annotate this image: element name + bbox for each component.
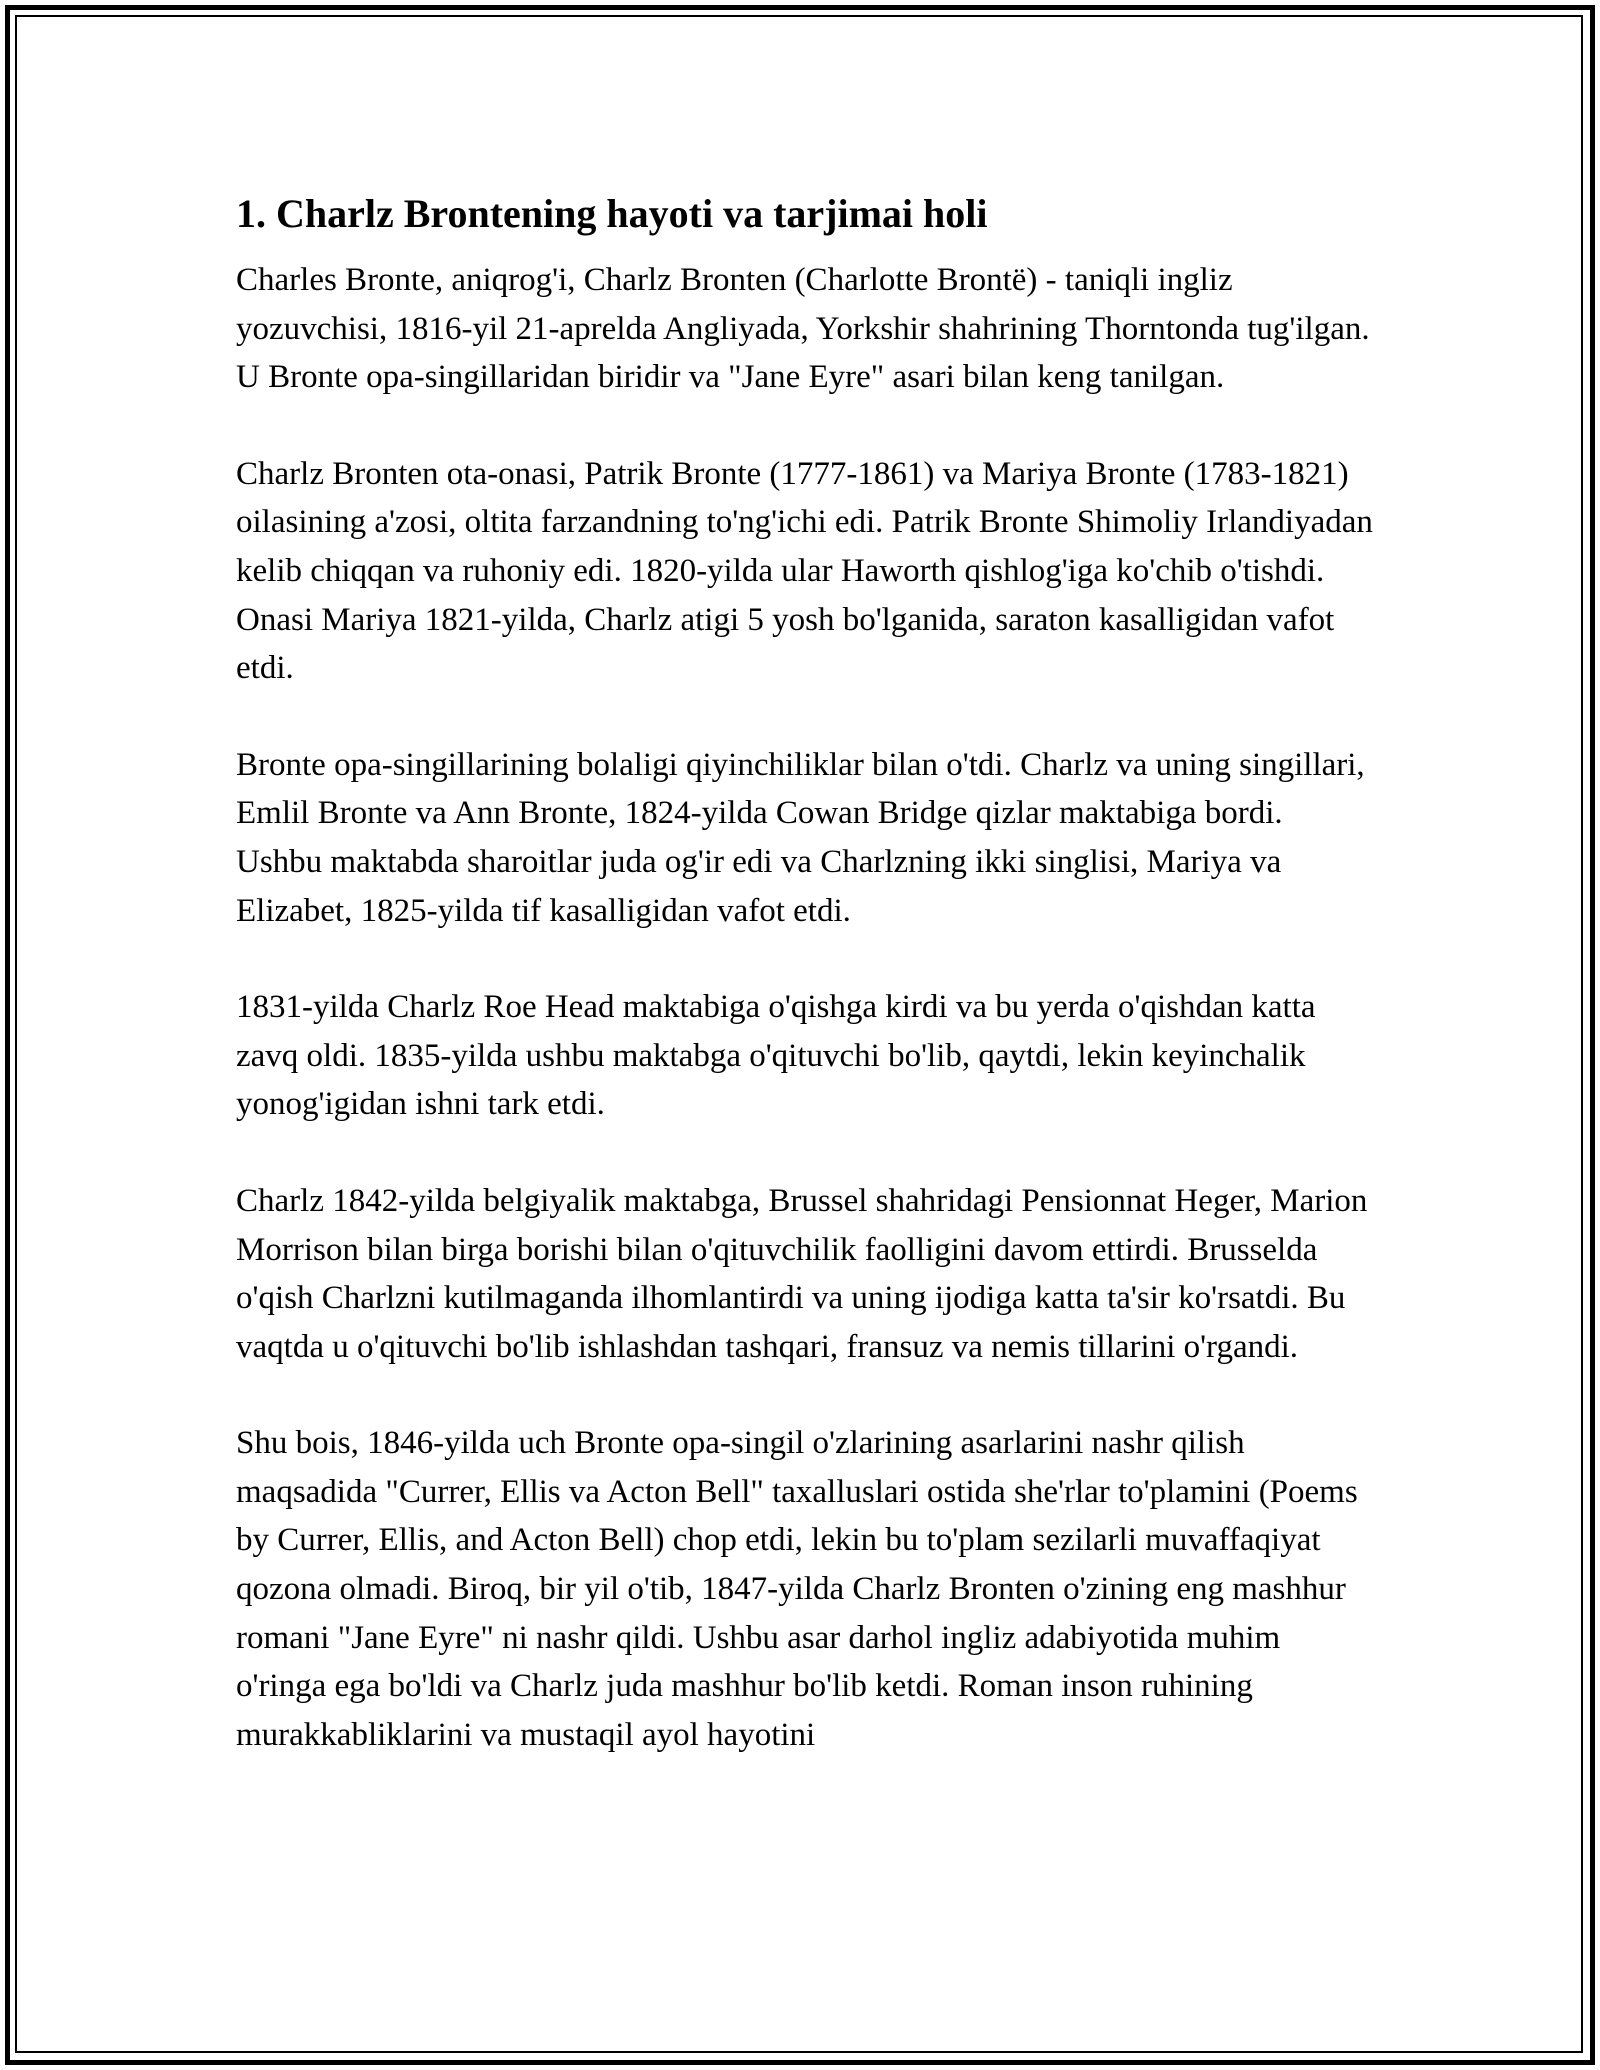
paragraph-publication: Shu bois, 1846-yilda uch Bronte opa-singil o'zlarining asarlarini nashr qilish maqsadida "Currer, Ellis va Acton Bell" taxalluslari ostida she'rlar to'plamini (Poems by Currer, Ellis, and Acton Bell) chop etdi, lekin bu to'plam sezilarli muvaffaqiyat qozona olmadi. Biroq, bir yil o'tib, 1847-yilda Charlz Bronten o'zining eng mashhur romani "Jane Eyre" ni nashr qildi. Ushbu asar darhol ingliz adabiyotida muhim o'ringa ega bo'ldi va Charlz juda mashhur bo'lib ketdi. Roman inson ruhining murakkabliklarini va mustaqil ayol hayotini [236, 1425, 1358, 1753]
section-heading: 1. Charlz Brontening hayoti va tarjimai holi [236, 191, 988, 236]
paragraph-intro: Charles Bronte, aniqrog'i, Charlz Bronten (Charlotte Brontë) - taniqli ingliz yozuvchisi, 1816-yil 21-aprelda Angliyada, Yorkshir shahrining Thorntonda tug'ilgan. U Bronte opa-singillaridan biridir va "Jane Eyre" asari bilan keng tanilgan. [236, 262, 1370, 396]
document-body [236, 188, 1376, 1807]
paragraph-roe-head: 1831-yilda Charlz Roe Head maktabiga o'qishga kirdi va bu yerda o'qishdan katta zavq oldi. 1835-yilda ushbu maktabga o'qituvchi bo'lib, qaytdi, lekin keyinchalik yonog'igidan ishni tark etdi. [236, 989, 1316, 1123]
paragraph-brussels: Charlz 1842-yilda belgiyalik maktabga, Brussel shahridagi Pensionnat Heger, Marion Morrison bilan birga borishi bilan o'qituvchilik faolligini davom ettirdi. Brusselda o'qish Charlzni kutilmaganda ilhomlantirdi va uning ijodiga katta ta'sir ko'rsatdi. Bu vaqtda u o'qituvchi bo'lib ishlashdan tashqari, fransuz va nemis tillarini o'rgandi. [236, 1182, 1368, 1365]
paragraph-childhood: Bronte opa-singillarining bolaligi qiyinchiliklar bilan o'tdi. Charlz va uning singillari, Emlil Bronte va Ann Bronte, 1824-yilda Cowan Bridge qizlar maktabiga bordi. Ushbu maktabda sharoitlar juda og'ir edi va Charlzning ikki singlisi, Mariya va Elizabet, 1825-yilda tif kasalligidan vafot etdi. [236, 746, 1365, 929]
paragraph-family: Charlz Bronten ota-onasi, Patrik Bronte (1777-1861) va Mariya Bronte (1783-1821) oilasining a'zosi, oltita farzandning to'ng'ichi edi. Patrik Bronte Shimoliy Irlandiyadan kelib chiqqan va ruhoniy edi. 1820-yilda ular Haworth qishlog'iga ko'chib o'tishdi. Onasi Mariya 1821-yilda, Charlz atigi 5 yosh bo'lganida, saraton kasalligidan vafot etdi. [236, 455, 1373, 687]
